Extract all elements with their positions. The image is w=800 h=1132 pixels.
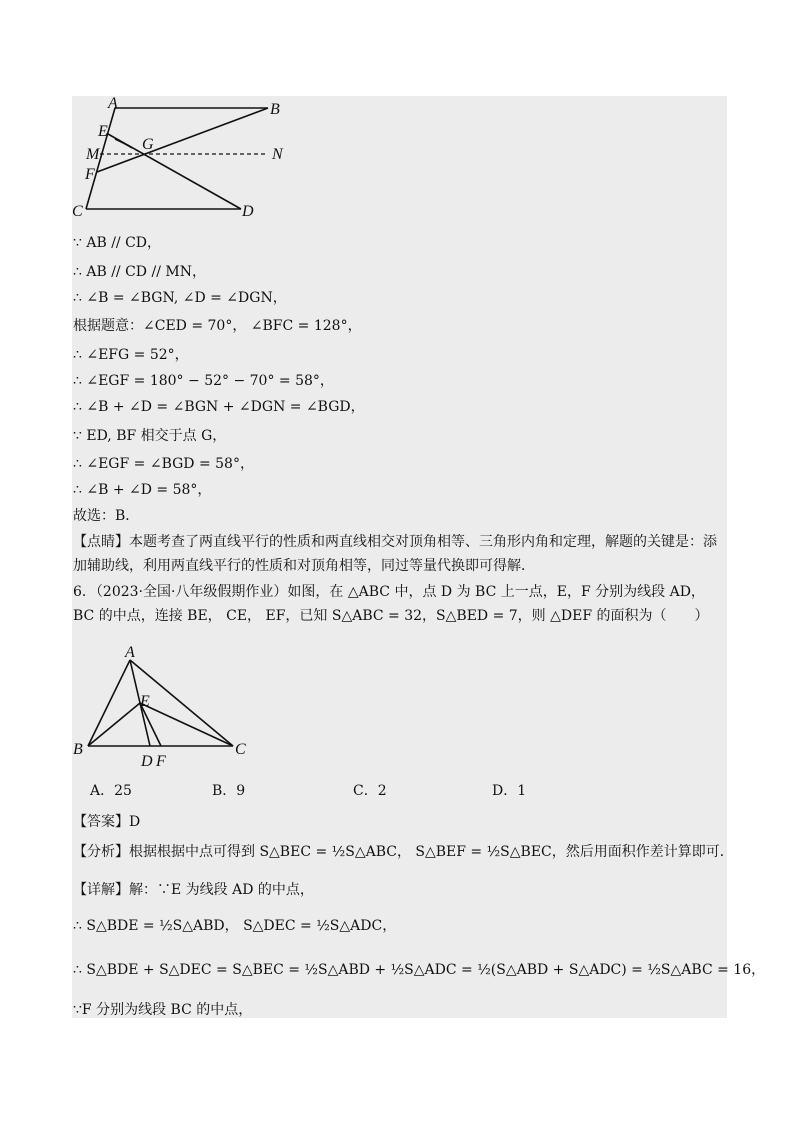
step-line-8: ∵ ED, BF 相交于点 G， — [73, 428, 227, 444]
figure-parallel-lines — [70, 96, 370, 226]
option-b[interactable]: B．9 — [212, 783, 246, 799]
step-line-3: ∴ ∠B = ∠BGN, ∠D = ∠DGN， — [73, 290, 287, 306]
option-d[interactable]: D．1 — [492, 783, 527, 799]
step-line-7: ∴ ∠B + ∠D = ∠BGN + ∠DGN = ∠BGD， — [73, 399, 365, 415]
label-F: F — [85, 166, 95, 183]
step-line-9: ∴ ∠EGF = ∠BGD = 58°， — [73, 456, 254, 472]
note-paragraph: 【点睛】本题考查了两直线平行的性质和两直线相交对顶角相等、三角形内角和定理，解题的关键是：添加辅助线，利用两直线平行的性质和对顶角相等，同过等量代换即可得解． — [73, 534, 717, 574]
step-line-10: ∴ ∠B + ∠D = 58°， — [73, 482, 212, 498]
analysis-line: 【分析】根据根据中点可得到 S△BEC = ½S△ABC， S△BEF = ½S△BEC，然后用面积作差计算即可． — [73, 844, 734, 860]
label-D: D — [242, 203, 254, 220]
detail-step-3: ∵F 分别为线段 BC 的中点， — [73, 1002, 253, 1018]
detail-step-2: ∴ S△BDE + S△DEC = S△BEC = ½S△ABD + ½S△ADC = ½(S△ABD + S△ADC) = ½S△ABC = 16， — [73, 962, 766, 978]
answer-line: 【答案】D — [73, 814, 141, 830]
question-6-text: 6．（2023·全国·八年级假期作业）如图，在 △ABC 中，点 D 为 BC 上一点，E，F 分别为线段 AD， BC 的中点，连接 BE， CE， EF，已知 S△ABC = 32，S△BED = 7，则 △DEF 的面积为（ ） — [73, 584, 709, 624]
label-M: M — [86, 146, 100, 163]
label-A: A — [108, 96, 118, 112]
figure-triangle — [70, 640, 270, 770]
step-line-6: ∴ ∠EGF = 180° − 52° − 70° = 58°， — [73, 373, 334, 389]
label-B: B — [270, 101, 280, 118]
label-E: E — [98, 123, 108, 140]
step-line-2: ∴ AB // CD // MN， — [73, 264, 206, 280]
label-F: F — [156, 753, 166, 770]
step-line-5: ∴ ∠EFG = 52°， — [73, 347, 189, 363]
detail-line: 【详解】解：∵E 为线段 AD 的中点， — [73, 882, 314, 898]
step-line-4: 根据题意：∠CED = 70°， ∠BFC = 128°， — [73, 318, 362, 334]
label-D: D — [141, 753, 153, 770]
option-c[interactable]: C．2 — [353, 783, 387, 799]
option-a[interactable]: A．25 — [90, 783, 132, 799]
label-B: B — [73, 741, 83, 758]
step-line-11: 故选：B． — [73, 508, 140, 524]
label-A: A — [125, 644, 135, 661]
label-C: C — [235, 741, 246, 758]
step-line-1: ∵ AB // CD， — [73, 235, 162, 251]
label-N: N — [272, 146, 283, 163]
detail-step-1: ∴ S△BDE = ½S△ABD， S△DEC = ½S△ADC， — [73, 918, 397, 934]
label-E: E — [140, 693, 150, 710]
label-G: G — [142, 136, 154, 153]
label-C: C — [72, 203, 83, 220]
